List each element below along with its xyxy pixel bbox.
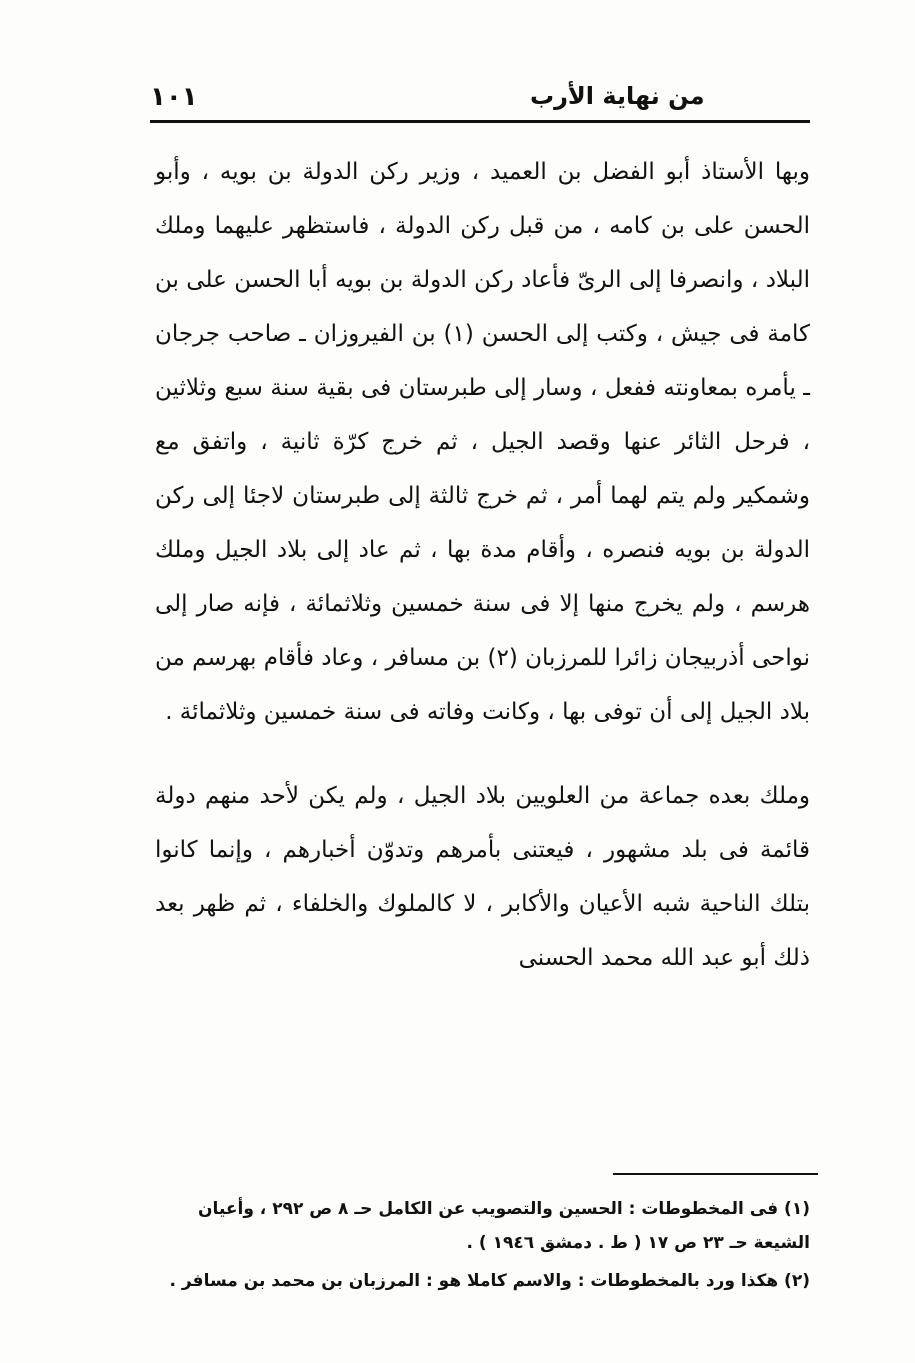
footnote-2: (٢) هكذا ورد بالمخطوطات : والاسم كاملا هو : المرزبان بن محمد بن مسافر . [169, 1271, 810, 1291]
paragraph: وملك بعده جماعة من العلويين بلاد الجيل ، ولم يكن لأحد منهم دولة قائمة فى بلد مشهور ، فيعتنى بأمرهم وتدوّن أخبارهم ، وإنما كانوا بتلك الناحية شبه الأعيان والأكابر ، لا كالملوك والخلفاء ، ثم ظهر بعد ذلك أبو عبد الله محمد الحسنى [155, 783, 810, 971]
footnote-divider [613, 1173, 818, 1175]
page-header [150, 70, 810, 123]
footnote-1: (١) فى المخطوطات : الحسين والتصويب عن الكامل حـ ٨ ص ٢٩٢ ، وأعيان الشيعة حـ ٢٣ ص ١٧ ( ط . دمشق ١٩٤٦ ) . [198, 1199, 810, 1253]
main-text [155, 145, 810, 985]
footnotes [155, 1192, 810, 1298]
paragraph: وبها الأستاذ أبو الفضل بن العميد ، وزير ركن الدولة بن بويه ، وأبو الحسن على بن كامه ، من قبل ركن الدولة ، فاستظهر عليهما وملك البلاد ، وانصرفا إلى الرىّ فأعاد ركن الدولة بن بويه أبا الحسن على بن كامة فى جيش ، وكتب إلى الحسن (١) بن الفيروزان ـ صاحب جرجان ـ يأمره بمعاونته ففعل ، وسار إلى طبرستان فى بقية سنة سبع وثلاثين ، فرحل الثائر عنها وقصد الجيل ، ثم خرج كرّة ثانية ، واتفق مع وشمكير ولم يتم لهما أمر ، ثم خرج ثالثة إلى طبرستان لاجئا إلى ركن الدولة بن بويه فنصره ، وأقام مدة بها ، ثم عاد إلى بلاد الجيل وملك هرسم ، ولم يخرج منها إلا فى سنة خمسين وثلاثمائة ، فإنه صار إلى نواحى أذربيجان زائرا للمرزبان (٢) بن مسافر ، وعاد فأقام بهرسم من بلاد الجيل إلى أن توفى بها ، وكانت وفاته فى سنة خمسين وثلاثمائة . [155, 159, 811, 725]
page-number: ١٠١ [150, 82, 198, 112]
running-title: من نهاية الأرب [530, 82, 705, 110]
